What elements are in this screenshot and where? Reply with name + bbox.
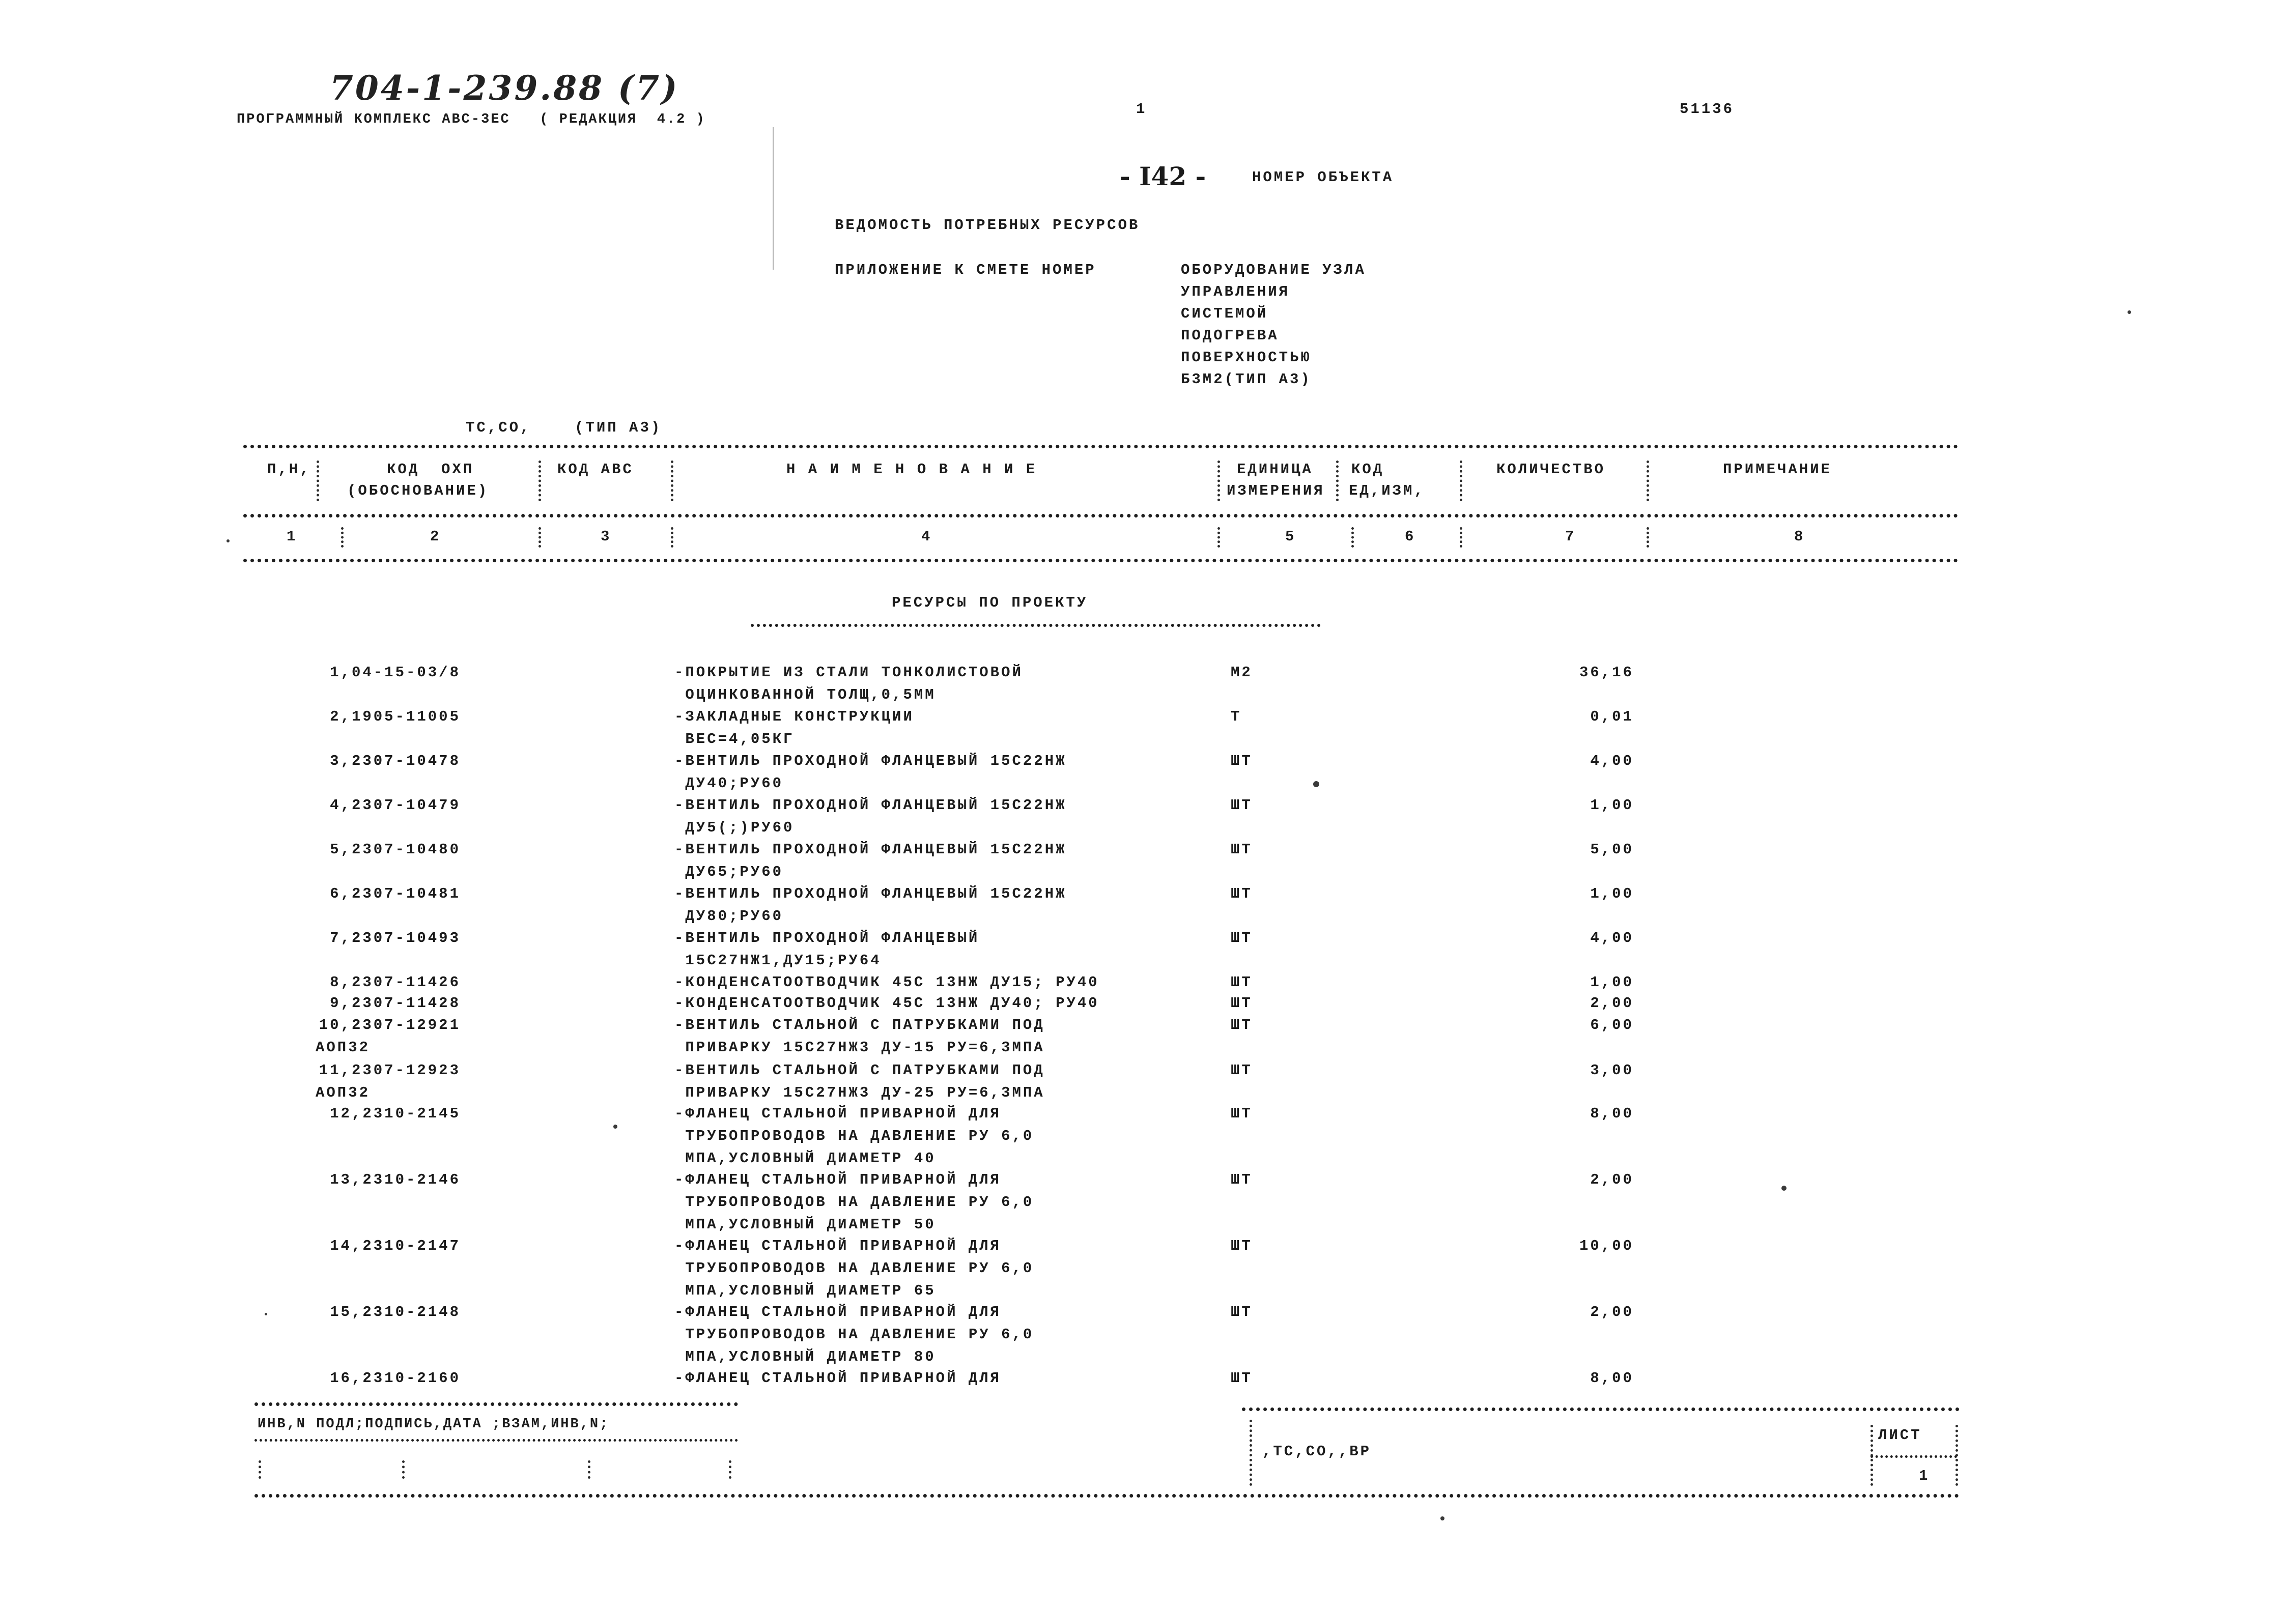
- resource-row: [0, 1367, 2296, 1413]
- appendix-line: СИСТЕМОЙ: [1181, 305, 1268, 322]
- row-unit: ШТ: [1231, 797, 1253, 814]
- stamp-top-rule: [254, 1402, 738, 1406]
- header-col-number: П,Н,: [267, 461, 311, 478]
- row-unit: ШТ: [1231, 1304, 1253, 1320]
- section-title: РЕСУРСЫ ПО ПРОЕКТУ: [892, 594, 1088, 611]
- appendix-line: ПОВЕРХНОСТЬЮ: [1181, 349, 1312, 366]
- column-separator: [538, 527, 541, 548]
- scan-speck: [226, 539, 230, 542]
- row-name-line: МПА,УСЛОВНЫЙ ДИАМЕТР 80: [674, 1348, 936, 1365]
- stamp-separator: [588, 1460, 590, 1479]
- row-name-line: -ВЕНТИЛЬ ПРОХОДНОЙ ФЛАНЦЕВЫЙ 15С22НЖ: [674, 841, 1067, 858]
- row-position-code: 9,2307-11428: [330, 995, 461, 1012]
- row-quantity: 4,00: [1590, 753, 1634, 769]
- sheet-number: 1: [1919, 1468, 1930, 1484]
- row-name-line: 15С27НЖ1,ДУ15;РУ64: [674, 952, 882, 969]
- row-name-line: МПА,УСЛОВНЫЙ ДИАМЕТР 40: [674, 1150, 936, 1167]
- section-title-underline: [751, 624, 1321, 627]
- row-unit: ШТ: [1231, 1062, 1253, 1079]
- row-unit: М2: [1231, 664, 1253, 681]
- header-col-name: Н А И М Е Н О В А Н И Е: [786, 461, 1037, 478]
- row-name-line: -ВЕНТИЛЬ СТАЛЬНОЙ С ПАТРУБКАМИ ПОД: [674, 1017, 1045, 1033]
- row-unit: ШТ: [1231, 1370, 1253, 1387]
- row-position-code: 11,2307-12923: [319, 1062, 461, 1079]
- header-col-code-basis: (ОБОСНОВАНИЕ): [347, 482, 489, 499]
- resource-row: [0, 1014, 2296, 1060]
- appendix-line: УПРАВЛЕНИЯ: [1181, 283, 1290, 300]
- column-separator: [1647, 461, 1649, 501]
- stamp-separator: [729, 1460, 731, 1479]
- row-position-code: 13,2310-2146: [330, 1171, 461, 1188]
- row-name-line: МПА,УСЛОВНЫЙ ДИАМЕТР 65: [674, 1282, 936, 1299]
- row-unit: ШТ: [1231, 930, 1253, 946]
- row-name-line: -ФЛАНЕЦ СТАЛЬНОЙ ПРИВАРНОЙ ДЛЯ: [674, 1171, 1002, 1188]
- resource-row: [0, 1169, 2296, 1233]
- program-line: ПРОГРАММНЫЙ КОМПЛЕКС АВС-3ЕС ( РЕДАКЦИЯ 4.2 ): [237, 112, 706, 127]
- sheet-rule: [1870, 1455, 1957, 1458]
- column-number: 8: [1794, 528, 1805, 545]
- header-bottom-rule: [243, 559, 1959, 562]
- resource-row: [0, 750, 2296, 796]
- column-separator: [1460, 461, 1462, 501]
- resource-row: [0, 1301, 2296, 1365]
- header-col-unit-code: КОД: [1351, 461, 1384, 478]
- row-name-line: МПА,УСЛОВНЫЙ ДИАМЕТР 50: [674, 1216, 936, 1233]
- row-name-line: -ВЕНТИЛЬ ПРОХОДНОЙ ФЛАНЦЕВЫЙ 15С22НЖ: [674, 885, 1067, 902]
- stamp-separator: [259, 1460, 261, 1479]
- resource-row: [0, 662, 2296, 707]
- object-label: НОМЕР ОБЪЕКТА: [1252, 169, 1394, 186]
- row-name-line: -ВЕНТИЛЬ ПРОХОДНОЙ ФЛАНЦЕВЫЙ: [674, 930, 980, 946]
- column-number: 6: [1405, 528, 1416, 545]
- row-name-line: -ВЕНТИЛЬ СТАЛЬНОЙ С ПАТРУБКАМИ ПОД: [674, 1062, 1045, 1079]
- row-position-code-suffix: АОП32: [316, 1084, 371, 1101]
- row-name-line: ДУ40;РУ60: [674, 775, 784, 792]
- header-top-rule: [243, 445, 1959, 448]
- column-separator: [341, 527, 344, 548]
- resource-row: [0, 839, 2296, 884]
- row-position-code: 7,2307-10493: [330, 930, 461, 946]
- row-position-code: 4,2307-10479: [330, 797, 461, 814]
- resource-row: [0, 927, 2296, 973]
- row-unit: ШТ: [1231, 1238, 1253, 1254]
- handwritten-document-code: 704-1-239.88 (7): [330, 68, 679, 108]
- appendix-line: Б3М2(ТИП А3): [1181, 371, 1312, 388]
- row-name-line: -ФЛАНЕЦ СТАЛЬНОЙ ПРИВАРНОЙ ДЛЯ: [674, 1105, 1002, 1122]
- header-col-unit-2: ИЗМЕРЕНИЯ: [1227, 482, 1325, 499]
- row-name-line: -ФЛАНЕЦ СТАЛЬНОЙ ПРИВАРНОЙ ДЛЯ: [674, 1238, 1002, 1254]
- page-bottom-rule: [254, 1494, 1960, 1498]
- fold-crease: [773, 127, 774, 270]
- row-quantity: 5,00: [1590, 841, 1634, 858]
- row-name-line: ПРИВАРКУ 15С27НЖ3 ДУ-25 РУ=6,3МПА: [674, 1084, 1045, 1101]
- row-quantity: 0,01: [1590, 708, 1634, 725]
- column-separator: [538, 461, 541, 501]
- row-name-line: ВЕС=4,05КГ: [674, 731, 795, 748]
- row-name-line: ПРИВАРКУ 15С27НЖ3 ДУ-15 РУ=6,3МПА: [674, 1039, 1045, 1056]
- row-name-line: -КОНДЕНСАТООТВОДЧИК 45С 13НЖ ДУ40; РУ40: [674, 995, 1099, 1012]
- column-separator: [1217, 461, 1220, 501]
- header-col-unit: ЕДИНИЦА: [1237, 461, 1313, 478]
- stamp-separator: [1250, 1420, 1252, 1486]
- appendix-label: ПРИЛОЖЕНИЕ К СМЕТЕ НОМЕР: [835, 262, 1096, 278]
- stamp-header: ИНВ,N ПОДЛ;ПОДПИСЬ,ДАТА ;ВЗАМ,ИНВ,N;: [258, 1417, 610, 1432]
- row-name-line: -КОНДЕНСАТООТВОДЧИК 45С 13НЖ ДУ15; РУ40: [674, 974, 1099, 991]
- object-number: - I42 -: [1120, 161, 1206, 191]
- row-name-line: ДУ80;РУ60: [674, 908, 784, 925]
- header-col-code: КОД ОХП: [387, 461, 474, 478]
- row-quantity: 2,00: [1590, 1171, 1634, 1188]
- column-separator: [1460, 527, 1462, 548]
- resource-row: [0, 706, 2296, 752]
- row-name-line: ТРУБОПРОВОДОВ НА ДАВЛЕНИЕ РУ 6,0: [674, 1260, 1034, 1277]
- stamp-mid-rule: [254, 1439, 738, 1442]
- row-position-code: 2,1905-11005: [330, 708, 461, 725]
- row-quantity: 2,00: [1590, 995, 1634, 1012]
- row-name-line: ДУ65;РУ60: [674, 864, 784, 880]
- stamp-code: ,ТС,СО,,ВР: [1262, 1443, 1372, 1460]
- header-col-abc-code: КОД АВС: [557, 461, 634, 478]
- row-name-line: ТРУБОПРОВОДОВ НА ДАВЛЕНИЕ РУ 6,0: [674, 1326, 1034, 1343]
- row-position-code-suffix: АОП32: [316, 1039, 371, 1056]
- row-name-line: ТРУБОПРОВОДОВ НА ДАВЛЕНИЕ РУ 6,0: [674, 1128, 1034, 1144]
- stamp-separator: [1870, 1425, 1873, 1486]
- row-name-line: -ЗАКЛАДНЫЕ КОНСТРУКЦИИ: [674, 708, 914, 725]
- row-unit: ШТ: [1231, 885, 1253, 902]
- row-name-line: -ВЕНТИЛЬ ПРОХОДНОЙ ФЛАНЦЕВЫЙ 15С22НЖ: [674, 797, 1067, 814]
- row-position-code: 16,2310-2160: [330, 1370, 461, 1387]
- row-unit: ШТ: [1231, 974, 1253, 991]
- stamp-right-top-rule: [1242, 1407, 1960, 1411]
- header-col-unit-code-2: ЕД,ИЗМ,: [1349, 482, 1425, 499]
- row-quantity: 36,16: [1579, 664, 1634, 681]
- row-quantity: 4,00: [1590, 930, 1634, 946]
- column-separator: [1217, 527, 1220, 548]
- scan-speck: [1440, 1516, 1444, 1520]
- column-number: 5: [1285, 528, 1296, 545]
- resource-row: [0, 1103, 2296, 1167]
- scan-speck: [1313, 781, 1319, 787]
- row-unit: ШТ: [1231, 1017, 1253, 1033]
- row-quantity: 2,00: [1590, 1304, 1634, 1320]
- column-separator: [1647, 527, 1649, 548]
- stamp-separator: [1955, 1425, 1958, 1486]
- row-name-line: ОЦИНКОВАННОЙ ТОЛЩ,0,5ММ: [674, 686, 936, 703]
- stamp-separator: [402, 1460, 405, 1479]
- row-name-line: ТРУБОПРОВОДОВ НА ДАВЛЕНИЕ РУ 6,0: [674, 1194, 1034, 1211]
- column-separator: [1336, 461, 1339, 501]
- row-position-code: 14,2310-2147: [330, 1238, 461, 1254]
- row-unit: ШТ: [1231, 753, 1253, 769]
- row-position-code: 3,2307-10478: [330, 753, 461, 769]
- row-quantity: 8,00: [1590, 1370, 1634, 1387]
- header-col-quantity: КОЛИЧЕСТВО: [1496, 461, 1606, 478]
- column-number: 7: [1565, 528, 1576, 545]
- column-separator: [671, 527, 673, 548]
- scan-speck: [2128, 310, 2131, 314]
- resource-row: [0, 1235, 2296, 1299]
- row-position-code: 1,04-15-03/8: [330, 664, 461, 681]
- column-separator: [317, 461, 319, 501]
- resource-row: [0, 883, 2296, 929]
- row-position-code: 12,2310-2145: [330, 1105, 461, 1122]
- row-unit: ШТ: [1231, 1171, 1253, 1188]
- row-name-line: -ФЛАНЕЦ СТАЛЬНОЙ ПРИВАРНОЙ ДЛЯ: [674, 1370, 1002, 1387]
- row-unit: ШТ: [1231, 995, 1253, 1012]
- sheet-label: ЛИСТ: [1878, 1427, 1922, 1444]
- resource-row: [0, 1059, 2296, 1105]
- document-number: 51136: [1680, 101, 1735, 118]
- row-name-line: -ПОКРЫТИЕ ИЗ СТАЛИ ТОНКОЛИСТОВОЙ: [674, 664, 1023, 681]
- row-unit: Т: [1231, 708, 1242, 725]
- row-unit: ШТ: [1231, 1105, 1253, 1122]
- appendix-line: ПОДОГРЕВА: [1181, 327, 1279, 344]
- resource-row: [0, 794, 2296, 840]
- row-quantity: 6,00: [1590, 1017, 1634, 1033]
- row-quantity: 10,00: [1579, 1238, 1634, 1254]
- appendix-line: ОБОРУДОВАНИЕ УЗЛА: [1181, 262, 1366, 278]
- row-quantity: 8,00: [1590, 1105, 1634, 1122]
- row-name-line: -ВЕНТИЛЬ ПРОХОДНОЙ ФЛАНЦЕВЫЙ 15С22НЖ: [674, 753, 1067, 769]
- document-title: ВЕДОМОСТЬ ПОТРЕБНЫХ РЕСУРСОВ: [835, 217, 1140, 234]
- column-number: 3: [601, 528, 612, 545]
- row-name-line: -ФЛАНЕЦ СТАЛЬНОЙ ПРИВАРНОЙ ДЛЯ: [674, 1304, 1002, 1320]
- row-position-code: 10,2307-12921: [319, 1017, 461, 1033]
- header-col-remarks: ПРИМЕЧАНИЕ: [1723, 461, 1832, 478]
- column-number: 4: [921, 528, 932, 545]
- scan-speck: [613, 1125, 617, 1129]
- column-separator: [671, 461, 673, 501]
- row-quantity: 3,00: [1590, 1062, 1634, 1079]
- row-quantity: 1,00: [1590, 797, 1634, 814]
- row-position-code: 8,2307-11426: [330, 974, 461, 991]
- row-unit: ШТ: [1231, 841, 1253, 858]
- set-label: ТС,СО, (ТИП А3): [466, 419, 662, 436]
- header-mid-rule: [243, 514, 1959, 518]
- column-separator: [1351, 527, 1354, 548]
- row-name-line: ДУ5(;)РУ60: [674, 819, 795, 836]
- row-position-code: 5,2307-10480: [330, 841, 461, 858]
- row-position-code: 15,2310-2148: [330, 1304, 461, 1320]
- page-number: 1: [1136, 101, 1147, 118]
- scan-speck: [1781, 1186, 1787, 1191]
- row-quantity: 1,00: [1590, 974, 1634, 991]
- scan-speck: [265, 1313, 267, 1315]
- column-number: 2: [430, 528, 441, 545]
- row-quantity: 1,00: [1590, 885, 1634, 902]
- row-position-code: 6,2307-10481: [330, 885, 461, 902]
- column-number: 1: [287, 528, 298, 545]
